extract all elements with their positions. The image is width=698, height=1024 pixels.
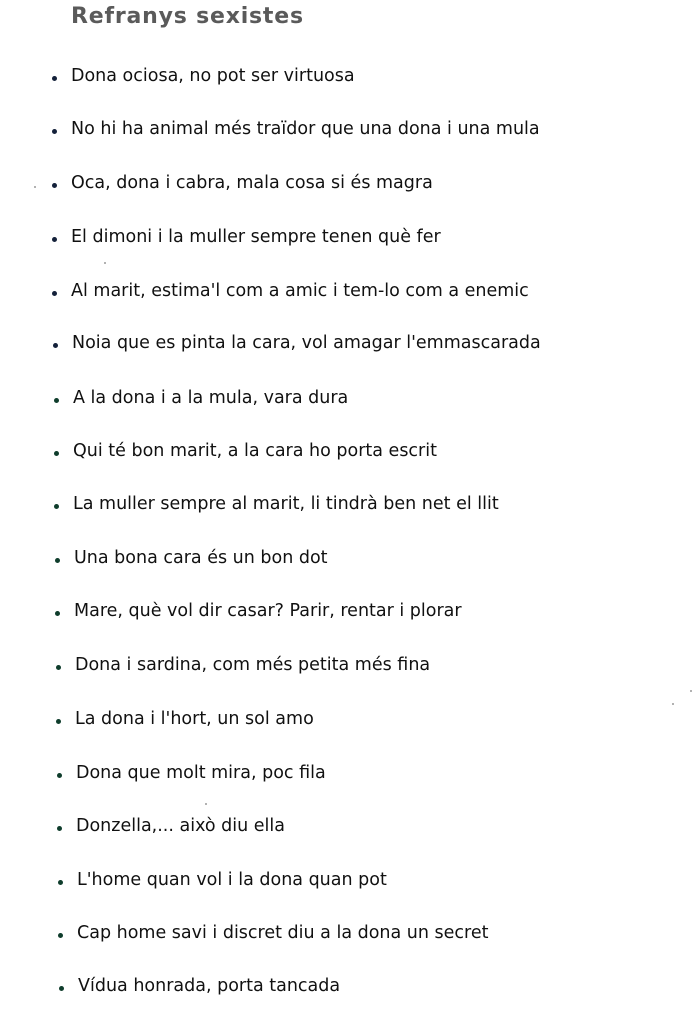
list-item bbox=[55, 599, 462, 623]
bullet-icon bbox=[57, 826, 62, 831]
list-item bbox=[55, 546, 328, 570]
bullet-icon bbox=[54, 398, 59, 403]
list-item bbox=[54, 439, 437, 463]
proverb-text: Cap home savi i discret diu a la dona un secret bbox=[77, 923, 489, 943]
list-item bbox=[57, 761, 326, 785]
proverb-text: Dona que molt mira, poc fila bbox=[76, 763, 326, 783]
bullet-icon bbox=[52, 183, 57, 188]
proverb-text: L'home quan vol i la dona quan pot bbox=[77, 870, 387, 890]
proverb-text: Dona i sardina, com més petita més fina bbox=[75, 655, 431, 675]
proverb-text: Qui té bon marit, a la cara ho porta escrit bbox=[73, 441, 437, 461]
bullet-icon bbox=[58, 933, 63, 938]
proverb-text: Al marit, estima'l com a amic i tem-lo com a enemic bbox=[71, 281, 529, 301]
scan-speck bbox=[690, 690, 692, 692]
bullet-icon bbox=[55, 611, 60, 616]
scan-speck bbox=[104, 262, 106, 264]
list-item bbox=[52, 64, 355, 88]
proverb-text: A la dona i a la mula, vara dura bbox=[73, 388, 349, 408]
bullet-icon bbox=[56, 719, 61, 724]
bullet-icon bbox=[52, 129, 57, 134]
bullet-icon bbox=[55, 558, 60, 563]
list-item bbox=[52, 225, 441, 249]
proverb-text: Noia que es pinta la cara, vol amagar l'emmascarada bbox=[72, 333, 541, 353]
bullet-icon bbox=[57, 773, 62, 778]
list-item bbox=[57, 814, 285, 838]
list-item bbox=[56, 653, 430, 677]
bullet-icon bbox=[54, 451, 59, 456]
list-item bbox=[58, 921, 489, 945]
bullet-icon bbox=[52, 291, 57, 296]
bullet-icon bbox=[56, 665, 61, 670]
list-item bbox=[59, 974, 340, 998]
page-title: Refranys sexistes bbox=[71, 4, 304, 29]
scan-speck bbox=[672, 703, 674, 705]
proverb-text: La muller sempre al marit, li tindrà ben net el llit bbox=[73, 494, 499, 514]
proverb-text: El dimoni i la muller sempre tenen què fer bbox=[71, 227, 441, 247]
bullet-icon bbox=[53, 343, 58, 348]
list-item bbox=[52, 117, 540, 141]
proverb-text: Mare, què vol dir casar? Parir, rentar i plorar bbox=[74, 601, 462, 621]
list-item bbox=[52, 171, 433, 195]
proverb-text: Vídua honrada, porta tancada bbox=[78, 976, 341, 996]
bullet-icon bbox=[52, 76, 57, 81]
scan-speck bbox=[205, 803, 207, 805]
list-item bbox=[56, 707, 314, 731]
proverb-text: Dona ociosa, no pot ser virtuosa bbox=[71, 66, 355, 86]
proverb-text: Una bona cara és un bon dot bbox=[74, 548, 328, 568]
proverb-text: La dona i l'hort, un sol amo bbox=[75, 709, 314, 729]
list-item bbox=[53, 331, 541, 355]
bullet-icon bbox=[58, 880, 63, 885]
list-item bbox=[58, 868, 387, 892]
list-item bbox=[54, 492, 499, 516]
bullet-icon bbox=[54, 504, 59, 509]
scan-speck bbox=[34, 186, 36, 188]
bullet-icon bbox=[59, 986, 64, 991]
list-item bbox=[52, 279, 529, 303]
proverb-text: Oca, dona i cabra, mala cosa si és magra bbox=[71, 173, 433, 193]
list-item bbox=[54, 386, 348, 410]
proverb-text: No hi ha animal més traïdor que una dona i una mula bbox=[71, 119, 540, 139]
proverb-text: Donzella,... això diu ella bbox=[76, 816, 286, 836]
bullet-icon bbox=[52, 237, 57, 242]
